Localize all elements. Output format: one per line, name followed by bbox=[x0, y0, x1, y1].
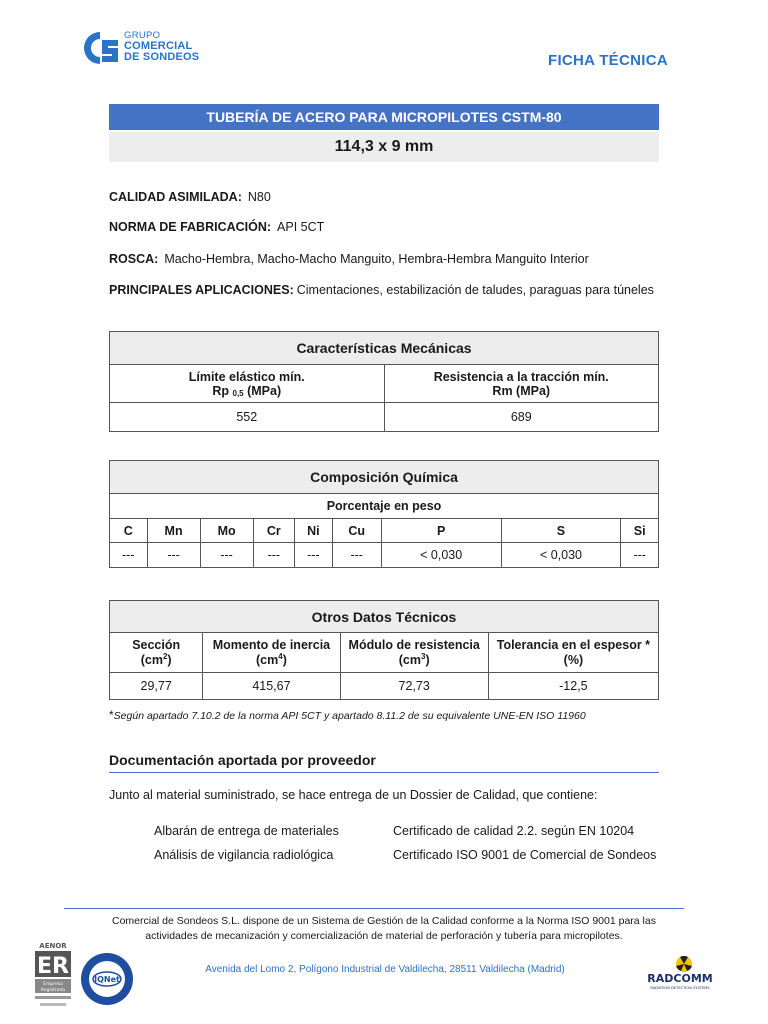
section-title: Documentación aportada por proveedor bbox=[109, 752, 376, 768]
product-title: TUBERÍA DE ACERO PARA MICROPILOTES CSTM-80 bbox=[109, 104, 659, 130]
logo-line-1: GRUPO bbox=[124, 30, 161, 41]
table-cell: 415,67 bbox=[203, 673, 340, 700]
chemical-table bbox=[109, 460, 659, 568]
element-value: < 0,030 bbox=[381, 543, 501, 568]
property-label: ROSCA: bbox=[109, 252, 159, 266]
property-value: Cimentaciones, estabilización de taludes, paraguas para túneles bbox=[296, 283, 654, 297]
property-quality bbox=[109, 190, 271, 204]
company-address: Avenida del Lomo 2, Polígono Industrial de Valdilecha, 28511 Valdilecha (Madrid) bbox=[205, 964, 565, 975]
table-header: Módulo de resistencia $(cm^3)$ bbox=[340, 633, 488, 673]
element-value: --- bbox=[332, 543, 381, 568]
table-cell: -12,5 bbox=[488, 673, 658, 700]
cs-logo-icon bbox=[78, 28, 122, 68]
property-applications bbox=[109, 283, 654, 297]
element-value: --- bbox=[253, 543, 294, 568]
element-header: Ni bbox=[295, 519, 333, 543]
table-cell: 72,73 bbox=[340, 673, 488, 700]
table-caption: Composición Química bbox=[110, 461, 659, 494]
property-label: NORMA DE FABRICACIÓN: bbox=[109, 220, 272, 234]
technical-data-table bbox=[109, 600, 659, 700]
table-header: Sección $(cm^2)$ bbox=[110, 633, 203, 673]
table-header: Resistencia a la tracción mín. Rm (MPa) bbox=[384, 365, 659, 403]
element-header: Cu bbox=[332, 519, 381, 543]
radcomm-label: RADCOMM bbox=[647, 972, 713, 985]
list-item: Albarán de entrega de materiales bbox=[154, 824, 339, 838]
table-caption: Otros Datos Técnicos bbox=[110, 601, 659, 633]
property-value: API 5CT bbox=[277, 220, 325, 234]
element-value: --- bbox=[110, 543, 148, 568]
element-header: Mn bbox=[147, 519, 200, 543]
radcomm-caption: RADIATION DETECTION SYSTEMS bbox=[650, 986, 710, 990]
footnote: *Según apartado 7.10.2 de la norma API 5CT y apartado 8.11.2 de su equivalente UNE-EN ISO 11960 bbox=[109, 708, 586, 722]
element-value: --- bbox=[295, 543, 333, 568]
element-value: --- bbox=[147, 543, 200, 568]
element-header: C bbox=[110, 519, 148, 543]
element-value: < 0,030 bbox=[501, 543, 621, 568]
list-item: Análisis de vigilancia radiológica bbox=[154, 848, 334, 862]
iqnet-certification-logo bbox=[80, 952, 134, 1006]
aenor-mark: ER bbox=[37, 954, 69, 979]
product-dimensions: 114,3 x 9 mm bbox=[109, 132, 659, 162]
footer-statement: Comercial de Sondeos S.L. dispone de un Sistema de Gestión de la Calidad conforme a la Norma ISO 9001 para las actividades de mecanización y comercialización de material de perforación y tubería para micropilotes. bbox=[112, 915, 656, 942]
property-label: CALIDAD ASIMILADA: bbox=[109, 190, 242, 204]
footer-divider bbox=[64, 908, 684, 909]
radcomm-logo bbox=[640, 955, 720, 991]
aenor-label: AENOR bbox=[39, 942, 67, 950]
property-standard bbox=[109, 220, 324, 234]
element-header: Si bbox=[621, 519, 659, 543]
aenor-er-icon bbox=[32, 940, 74, 1010]
mechanical-table bbox=[109, 331, 659, 432]
section-intro: Junto al material suministrado, se hace entrega de un Dossier de Calidad, que contiene: bbox=[109, 788, 598, 802]
property-thread bbox=[109, 252, 589, 266]
property-value: N80 bbox=[247, 190, 271, 204]
iqnet-label: IQNet bbox=[94, 975, 120, 984]
logo-line-2: COMERCIAL bbox=[124, 40, 193, 52]
element-header: Cr bbox=[253, 519, 294, 543]
table-header: Tolerancia en el espesor * (%) bbox=[488, 633, 658, 673]
table-cell: 29,77 bbox=[110, 673, 203, 700]
table-cell: 689 bbox=[384, 403, 659, 432]
property-label: PRINCIPALES APLICACIONES: bbox=[109, 283, 294, 297]
aenor-caption-2: Registrada bbox=[40, 988, 66, 993]
radcomm-radiation-icon bbox=[640, 955, 720, 991]
section-divider bbox=[109, 772, 659, 773]
table-header: Límite elástico mín. Rp 0,5 (MPa) bbox=[110, 365, 385, 403]
element-header: Mo bbox=[200, 519, 253, 543]
table-cell: 552 bbox=[110, 403, 385, 432]
table-caption: Características Mecánicas bbox=[110, 332, 659, 365]
element-header: P bbox=[381, 519, 501, 543]
element-value: --- bbox=[200, 543, 253, 568]
iqnet-seal-icon bbox=[80, 952, 134, 1006]
element-value: --- bbox=[621, 543, 659, 568]
aenor-certification-logo bbox=[32, 940, 74, 1010]
document-type: FICHA TÉCNICA bbox=[547, 52, 668, 69]
table-subheader: Porcentaje en peso bbox=[110, 494, 659, 519]
table-header: Momento de inercia $(cm^4)$ bbox=[203, 633, 340, 673]
list-item: Certificado de calidad 2.2. según EN 10204 bbox=[393, 824, 635, 838]
list-item: Certificado ISO 9001 de Comercial de Sondeos bbox=[393, 848, 657, 862]
aenor-caption-1: Empresa bbox=[43, 982, 63, 987]
logo-line-3: DE SONDEOS bbox=[124, 51, 200, 63]
property-value: Macho-Hembra, Macho-Macho Manguito, Hembra-Hembra Manguito Interior bbox=[164, 252, 589, 266]
element-header: S bbox=[501, 519, 621, 543]
company-logo bbox=[78, 28, 218, 70]
